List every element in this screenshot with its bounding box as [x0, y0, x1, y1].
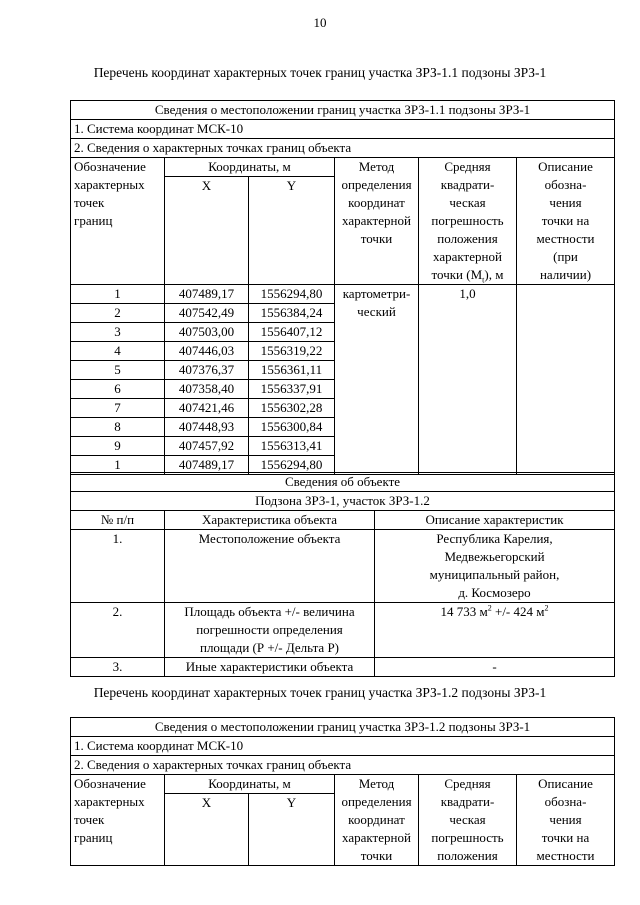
- section1-heading: Перечень координат характерных точек границ участка ЗРЗ-1.1 подзоны ЗРЗ-1: [93, 65, 547, 80]
- table1-points-info: 2. Сведения о характерных точках границ объекта: [71, 139, 615, 158]
- col-num-header: № п/п: [71, 511, 165, 530]
- col-designation-header: Обозначение характерных точек границ: [71, 775, 165, 866]
- coord-y: 1556384,24: [249, 304, 335, 323]
- coord-x: 407446,03: [165, 342, 249, 361]
- coord-x: 407457,92: [165, 437, 249, 456]
- table-row-point: 4: [71, 342, 165, 361]
- col-desc-header: Описание обозна- чения точки на местности (при наличии): [517, 158, 615, 285]
- object-info-table: [70, 472, 615, 677]
- section2-heading: Перечень координат характерных точек границ участка ЗРЗ-1.2 подзоны ЗРЗ-1: [93, 685, 547, 700]
- table2-title: Сведения о местоположении границ участка ЗРЗ-1.2 подзоны ЗРЗ-1: [71, 718, 615, 737]
- col-error-header: Средняя квадрати- ческая погрешность положения характерной точки $(M_t)$, м: [419, 158, 517, 285]
- coord-x: 407358,40: [165, 380, 249, 399]
- table2-system: 1. Система координат МСК-10: [71, 737, 615, 756]
- table-row-point: 1: [71, 456, 165, 475]
- col-char-header: Характеристика объекта: [165, 511, 375, 530]
- coord-x: 407448,93: [165, 418, 249, 437]
- object-table-subtitle: Подзона ЗРЗ-1, участок ЗРЗ-1.2: [71, 492, 615, 511]
- row-char: Местоположение объекта: [165, 530, 375, 603]
- table-row-point: 6: [71, 380, 165, 399]
- method-value: картометри- ческий: [335, 285, 419, 475]
- area-value: 14 733 $м^2$ +/- 424 $м^2$: [375, 603, 615, 658]
- col-desc-header: Описание характеристик: [375, 511, 615, 530]
- table-row-point: 8: [71, 418, 165, 437]
- col-coords-header: Координаты, м: [165, 775, 335, 794]
- row-char: Иные характеристики объекта: [165, 658, 375, 677]
- coord-x: 407376,37: [165, 361, 249, 380]
- coord-x: 407489,17: [165, 285, 249, 304]
- row-desc: -: [375, 658, 615, 677]
- col-y-header: Y: [249, 177, 335, 285]
- error-value: 1,0: [419, 285, 517, 475]
- row-desc: Республика Карелия, Медвежьегорский муниципальный район, д. Космозеро: [375, 530, 615, 603]
- page-number: 10: [313, 15, 327, 30]
- coord-y: 1556361,11: [249, 361, 335, 380]
- table1-title: Сведения о местоположении границ участка ЗРЗ-1.1 подзоны ЗРЗ-1: [71, 101, 615, 120]
- row-char: Площадь объекта +/- величина погрешности определения площади (Р +/- Дельта Р): [165, 603, 375, 658]
- desc-value: [517, 285, 615, 475]
- object-table-title: Сведения об объекте: [71, 473, 615, 492]
- col-y-header: Y: [249, 794, 335, 866]
- col-desc-header: Описание обозна- чения точки на местности: [517, 775, 615, 866]
- col-designation-header: Обозначение характерных точек границ: [71, 158, 165, 285]
- table-row-point: 7: [71, 399, 165, 418]
- col-x-header: X: [165, 177, 249, 285]
- row-num: 1.: [71, 530, 165, 603]
- coord-y: 1556313,41: [249, 437, 335, 456]
- table-row-point: 2: [71, 304, 165, 323]
- coord-y: 1556319,22: [249, 342, 335, 361]
- coord-y: 1556300,84: [249, 418, 335, 437]
- coord-y: 1556294,80: [249, 285, 335, 304]
- coord-x: 407421,46: [165, 399, 249, 418]
- coord-x: 407489,17: [165, 456, 249, 475]
- table-row-point: 1: [71, 285, 165, 304]
- row-num: 2.: [71, 603, 165, 658]
- coord-x: 407503,00: [165, 323, 249, 342]
- col-method-header: Метод определения координат характерной точки: [335, 775, 419, 866]
- col-x-header: X: [165, 794, 249, 866]
- coord-x: 407542,49: [165, 304, 249, 323]
- col-method-header: Метод определения координат характерной точки: [335, 158, 419, 285]
- coord-y: 1556407,12: [249, 323, 335, 342]
- table-row-point: 5: [71, 361, 165, 380]
- table-row-point: 9: [71, 437, 165, 456]
- coord-y: 1556302,28: [249, 399, 335, 418]
- coord-y: 1556294,80: [249, 456, 335, 475]
- col-coords-header: Координаты, м: [165, 158, 335, 177]
- table2-points-info: 2. Сведения о характерных точках границ объекта: [71, 756, 615, 775]
- col-error-header: Средняя квадрати- ческая погрешность положения: [419, 775, 517, 866]
- coord-y: 1556337,91: [249, 380, 335, 399]
- table-row-point: 3: [71, 323, 165, 342]
- table1-system: 1. Система координат МСК-10: [71, 120, 615, 139]
- row-num: 3.: [71, 658, 165, 677]
- coordinates-table-2: [70, 717, 615, 866]
- coordinates-table-1: [70, 100, 615, 475]
